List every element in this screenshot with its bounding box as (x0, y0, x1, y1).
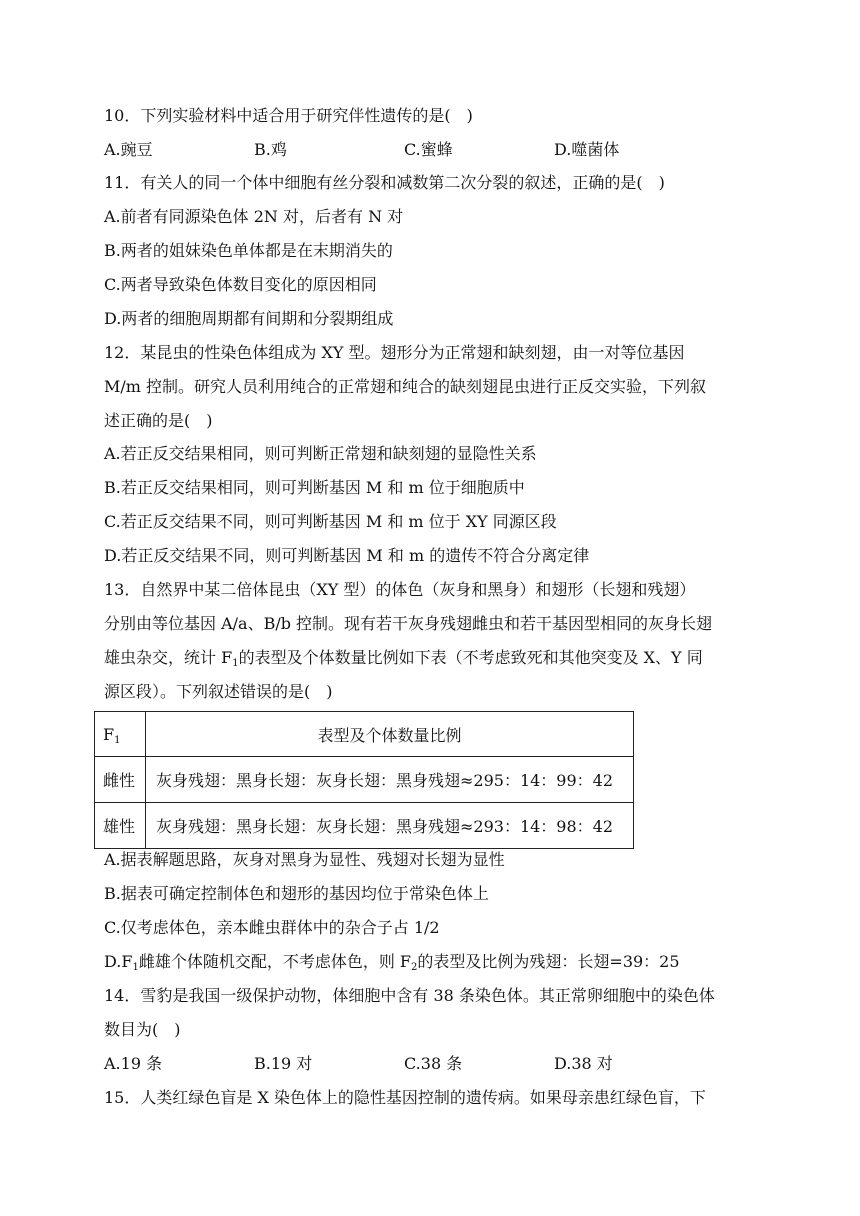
question-12-option-d[interactable]: D.若正反交结果不同，则可判断基因 M 和 m 的遗传不符合分离定律 (104, 546, 590, 565)
question-14-option-c[interactable]: C.38 条 (404, 1054, 463, 1073)
question-11-option-b[interactable]: B.两者的姐妹染色单体都是在末期消失的 (104, 241, 393, 260)
phenotype-ratio-table (94, 711, 634, 849)
table-cell-sex: 雌性 (95, 757, 146, 803)
question-12-stem-line-1: 12．某昆虫的性染色体组成为 XY 型。翅形分为正常翅和缺刻翅，由一对等位基因 (104, 343, 685, 362)
question-12-option-c[interactable]: C.若正反交结果不同，则可判断基因 M 和 m 位于 XY 同源区段 (104, 512, 557, 531)
table-header-row (95, 712, 634, 757)
question-10-option-c[interactable]: C.蜜蜂 (404, 140, 453, 159)
question-13-stem-line-4: 源区段）。下列叙述错误的是( ) (104, 682, 333, 701)
question-13-stem-line-2: 分别由等位基因 A/a、B/b 控制。现有若干灰身残翅雌虫和若干基因型相同的灰身长翅 (104, 614, 713, 633)
table-row (95, 803, 634, 849)
table-header-f1: $F_1$ (95, 712, 146, 757)
question-12-stem-line-2: M/m 控制。研究人员利用纯合的正常翅和纯合的缺刻翅昆虫进行正反交实验，下列叙 (104, 377, 707, 396)
table-cell-ratio: 灰身残翅：黑身长翅：灰身长翅：黑身残翅≈295：14：99：42 (146, 757, 634, 803)
question-12-option-a[interactable]: A.若正反交结果相同，则可判断正常翅和缺刻翅的显隐性关系 (104, 444, 537, 463)
question-10-option-a[interactable]: A.豌豆 (104, 140, 153, 159)
table-header-ratio: 表型及个体数量比例 (146, 712, 634, 757)
question-13-option-a[interactable]: A.据表解题思路，灰身对黑身为显性、残翅对长翅为显性 (104, 850, 505, 869)
question-10-stem: 10．下列实验材料中适合用于研究伴性遗传的是( ) (104, 106, 473, 125)
question-12-option-b[interactable]: B.若正反交结果相同，则可判断基因 M 和 m 位于细胞质中 (104, 478, 525, 497)
question-14-option-d[interactable]: D.38 对 (554, 1054, 613, 1073)
question-10-option-d[interactable]: D.噬菌体 (554, 140, 620, 159)
question-14-stem-line-1: 14．雪豹是我国一级保护动物，体细胞中含有 38 条染色体。其正常卵细胞中的染色体 (104, 986, 715, 1005)
question-14-stem-line-2: 数目为( ) (104, 1020, 181, 1039)
question-11-option-c[interactable]: C.两者导致染色体数目变化的原因相同 (104, 275, 377, 294)
question-15-stem: 15．人类红绿色盲是 X 染色体上的隐性基因控制的遗传病。如果母亲患红绿色盲，下 (104, 1088, 706, 1107)
question-13-option-d[interactable]: $D.F_1$雌雄个体随机交配，不考虑体色，则 $F_2$的表型及比例为残翅：长翅=39：25 (104, 952, 680, 973)
table-cell-ratio: 灰身残翅：黑身长翅：灰身长翅：黑身残翅≈293：14：98：42 (146, 803, 634, 849)
question-13-option-b[interactable]: B.据表可确定控制体色和翅形的基因均位于常染色体上 (104, 884, 489, 903)
table-cell-sex: 雄性 (95, 803, 146, 849)
question-14-option-a[interactable]: A.19 条 (104, 1054, 163, 1073)
table-row (95, 757, 634, 803)
question-12-stem-line-3: 述正确的是( ) (104, 411, 213, 430)
question-11-stem: 11．有关人的同一个体中细胞有丝分裂和减数第二次分裂的叙述，正确的是( ) (104, 173, 665, 192)
question-11-option-a[interactable]: A.前者有同源染色体 2N 对，后者有 N 对 (104, 207, 404, 226)
question-13-stem-line-3: 雄虫杂交，统计 $F_1$的表型及个体数量比例如下表（不考虑致死和其他突变及 X、Y 同 (104, 648, 703, 669)
question-13-option-c[interactable]: C.仅考虑体色，亲本雌虫群体中的杂合子占 1/2 (104, 918, 440, 937)
question-10-option-b[interactable]: B.鸡 (254, 140, 287, 159)
question-11-option-d[interactable]: D.两者的细胞周期都有间期和分裂期组成 (104, 309, 394, 328)
question-14-option-b[interactable]: B.19 对 (254, 1054, 313, 1073)
question-13-stem-line-1: 13．自然界中某二倍体昆虫（XY 型）的体色（灰身和黑身）和翅形（长翅和残翅） (104, 580, 696, 599)
